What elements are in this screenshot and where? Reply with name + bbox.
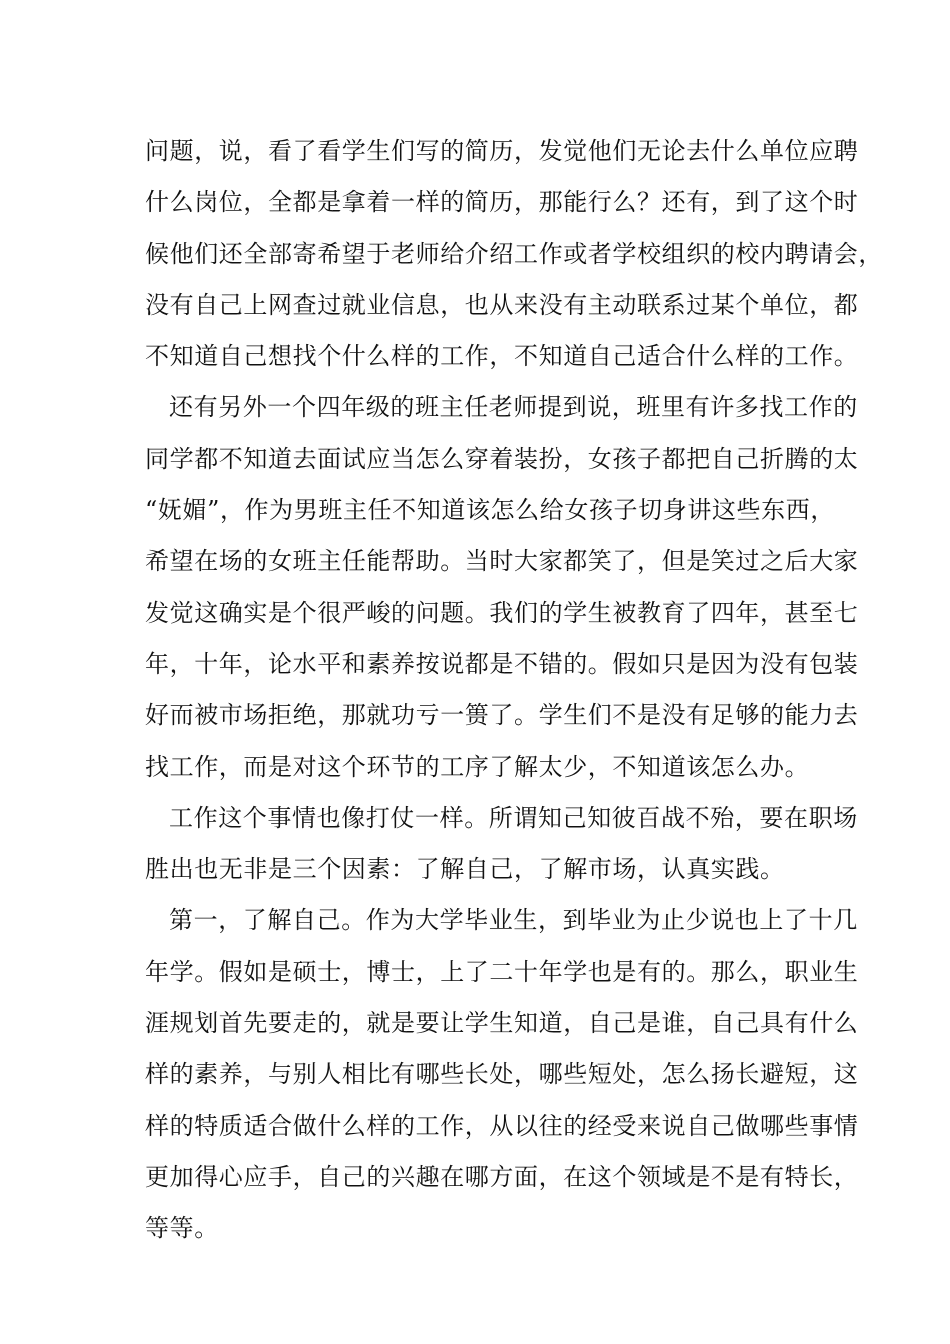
- text-line: 问题，说，看了看学生们写的简历，发觉他们无论去什么单位应聘: [145, 137, 859, 165]
- text-line: 同学都不知道去面试应当怎么穿着装扮，女孩子都把自己折腾的太: [145, 444, 859, 473]
- text-line: “妩媚”，作为男班主任不知道该怎么给女孩子切身讲这些东西，: [145, 496, 835, 525]
- paragraph-start-line: 工作这个事情也像打仗一样。所谓知己知彼百战不殆，要在职场: [169, 803, 858, 832]
- text-line: 好而被市场拒绝，那就功亏一篑了。学生们不是没有足够的能力去: [145, 701, 859, 730]
- text-line: 涯规划首先要走的，就是要让学生知道，自己是谁，自己具有什么: [145, 1009, 859, 1038]
- text-line: 没有自己上网查过就业信息，也从来没有主动联系过某个单位，都: [145, 290, 859, 319]
- text-line: 找工作，而是对这个环节的工序了解太少，不知道该怎么办。: [145, 752, 810, 781]
- text-line: 等等。: [145, 1214, 219, 1243]
- text-line: 候他们还全部寄希望于老师给介绍工作或者学校组织的校内聘请会，: [145, 239, 883, 268]
- text-line: 年，十年，论水平和素养按说都是不错的。假如只是因为没有包装: [145, 649, 859, 678]
- text-line: 什么岗位，全都是拿着一样的简历，那能行么？还有，到了这个时: [145, 188, 859, 217]
- paragraph-start-line: 第一，了解自己。作为大学毕业生，到毕业为止少说也上了十几: [169, 906, 858, 935]
- text-line: 发觉这确实是个很严峻的问题。我们的学生被教育了四年，甚至七: [145, 598, 859, 627]
- text-line: 希望在场的女班主任能帮助。当时大家都笑了，但是笑过之后大家: [145, 547, 859, 576]
- text-line: 更加得心应手，自己的兴趣在哪方面，在这个领域是不是有特长，: [145, 1162, 859, 1191]
- text-line: 年学。假如是硕士，博士，上了二十年学也是有的。那么，职业生: [145, 957, 859, 986]
- body-text: [145, 126, 883, 1255]
- text-line: 样的特质适合做什么样的工作，从以往的经受来说自己做哪些事情: [145, 1111, 859, 1140]
- text-line: 不知道自己想找个什么样的工作，不知道自己适合什么样的工作。: [145, 342, 859, 371]
- paragraph-start-line: 还有另外一个四年级的班主任老师提到说，班里有许多找工作的: [169, 393, 858, 422]
- text-line: 样的素养，与别人相比有哪些长处，哪些短处，怎么扬长避短，这: [145, 1060, 859, 1089]
- text-line: 胜出也无非是三个因素：了解自己，了解市场，认真实践。: [145, 855, 785, 884]
